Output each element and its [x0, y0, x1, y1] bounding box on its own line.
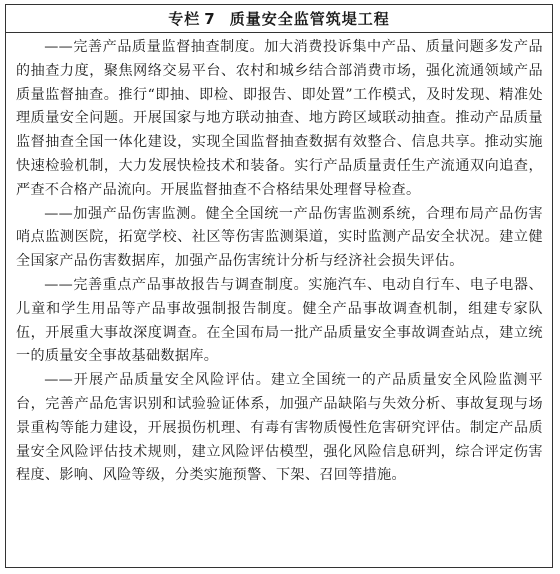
paragraph-injury-monitoring: ——加强产品伤害监测。健全全国统一产品伤害监测系统，合理布局产品伤害哨点监测医院，拓宽学校、社区等伤害监测渠道，实时监测产品安全状况。建立健全国家产品伤害数据库，加强产品伤害统计分析与经济社会损失评估。 [16, 205, 543, 270]
feature-box [5, 4, 553, 568]
box-content [6, 33, 552, 488]
paragraph-accident-reporting: ——完善重点产品事故报告与调查制度。实施汽车、电动自行车、电子电器、儿童和学生用品等产品事故强制报告制度。健全产品事故调查机制，组建专家队伍，开展重大事故深度调查。在全国布局一批产品质量安全事故调查站点，建立统一的质量安全事故基础数据库。 [16, 276, 543, 365]
box-header [6, 5, 552, 33]
box-label: 专栏 [168, 10, 201, 28]
paragraph-risk-assessment: ——开展产品质量安全风险评估。建立全国统一的产品质量安全风险监测平台，完善产品危害识别和试验验证体系，加强产品缺陷与失效分析、事故复现与场景重构等能力建设，开展损伤机理、有毒有害物质慢性危害研究评估。制定产品质量安全风险评估技术规则，建立风险评估模型，强化风险信息研判，综合评定伤害程度、影响、风险等级，分类实施预警、下架、召回等措施。 [16, 372, 543, 484]
box-number: 7 [204, 9, 216, 28]
paragraph-quality-inspection: ——完善产品质量监督抽查制度。加大消费投诉集中产品、质量问题多发产品的抽查力度，聚焦网络交易平台、农村和城乡结合部消费市场，强化流通领域产品质量监督抽查。推行“即抽、即检、即报告、即处置”工作模式，及时发现、精准处理质量安全问题。开展国家与地方联动抽查、地方跨区域联动抽查。推动产品质量监督抽查全国一体化建设，实现全国监督抽查数据有效整合、信息共享。推动实施快速检验机制，大力发展快检技术和装备。实行产品质量责任生产流通双向追查，严查不合格产品流向。开展监督抽查不合格结果处理督导检查。 [16, 39, 543, 198]
box-title: 质量安全监管筑堤工程 [229, 10, 390, 28]
